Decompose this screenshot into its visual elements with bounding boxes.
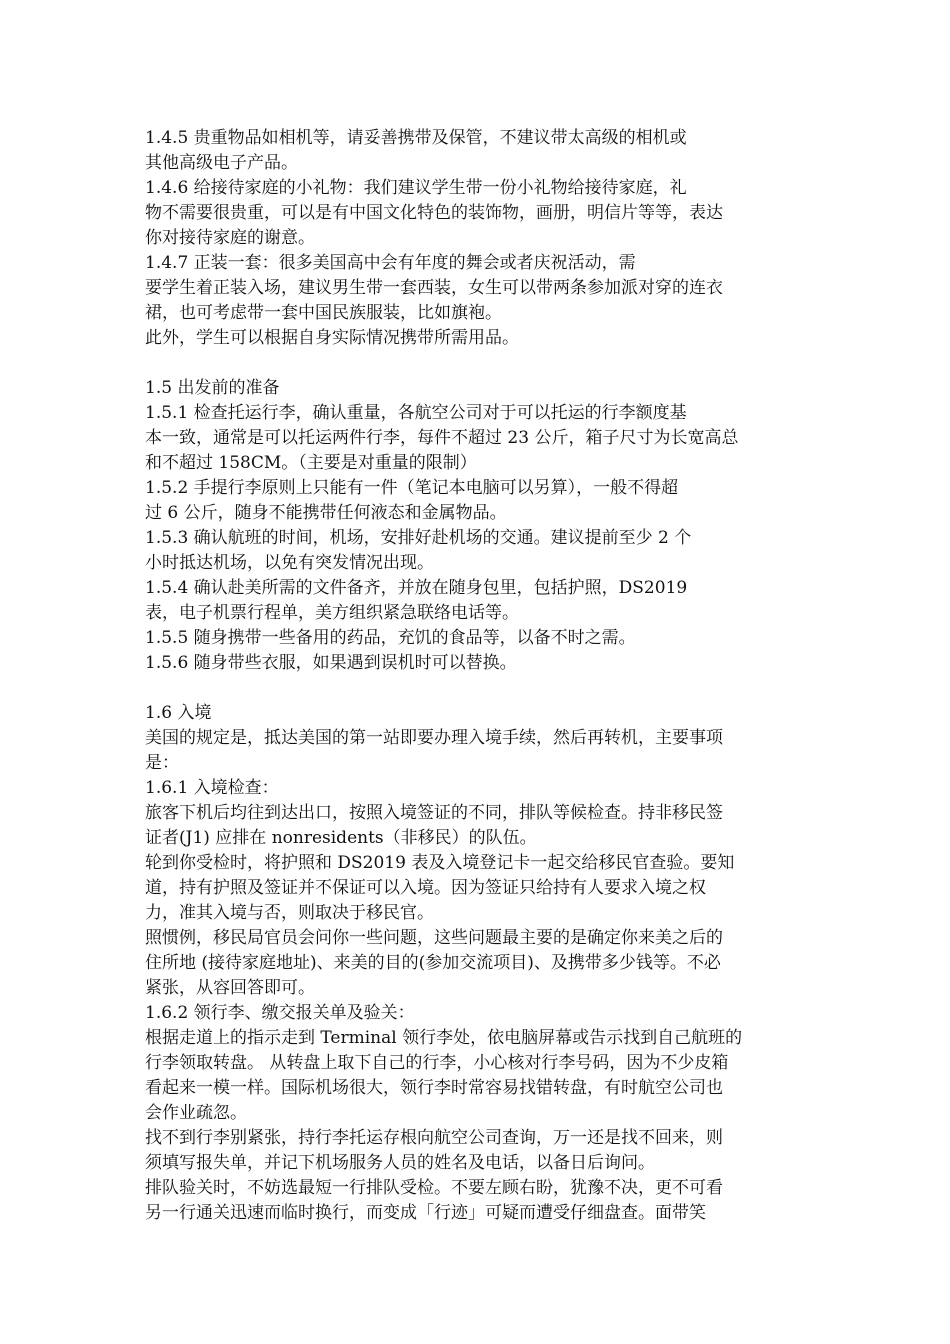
- text-line: 其他高级电子产品。: [145, 153, 298, 173]
- text-line: 1.4.5 贵重物品如相机等，请妥善携带及保管，不建议带太高级的相机或: [145, 128, 687, 148]
- blank-line: [145, 676, 805, 701]
- text-line: 会作业疏忽。: [145, 1103, 247, 1123]
- text-line: 1.5.5 随身携带一些备用的药品，充饥的食品等，以备不时之需。: [145, 628, 636, 648]
- text-line: 轮到你受检时，将护照和 DS2019 表及入境登记卡一起交给移民官查验。要知: [145, 853, 735, 873]
- text-line: 小时抵达机场，以免有突发情况出现。: [145, 553, 434, 573]
- text-line: 你对接待家庭的谢意。: [145, 228, 315, 248]
- text-line: 排队验关时，不妨选最短一行排队受检。不要左顾右盼，犹豫不决，更不可看: [145, 1178, 723, 1198]
- text-line: 1.5.2 手提行李原则上只能有一件（笔记本电脑可以另算），一般不得超: [145, 478, 679, 498]
- text-line: 照惯例，移民局官员会问你一些问题，这些问题最主要的是确定你来美之后的: [145, 928, 723, 948]
- text-line: 另一行通关迅速而临时换行，而变成「行迹」可疑而遭受仔细盘查。面带笑: [145, 1203, 706, 1223]
- text-line: 此外，学生可以根据自身实际情况携带所需用品。: [145, 328, 519, 348]
- text-line: 过 6 公斤，随身不能携带任何液态和金属物品。: [145, 503, 507, 523]
- text-line: 道，持有护照及签证并不保证可以入境。因为签证只给持有人要求入境之权: [145, 878, 706, 898]
- text-line: 1.5 出发前的准备: [145, 378, 280, 398]
- text-line: 根据走道上的指示走到 Terminal 领行李处，依电脑屏幕或告示找到自己航班的: [145, 1028, 743, 1048]
- text-line: 1.4.7 正装一套：很多美国高中会有年度的舞会或者庆祝活动，需: [145, 253, 636, 273]
- text-line: 表，电子机票行程单，美方组织紧急联络电话等。: [145, 603, 519, 623]
- text-line: 物不需要很贵重，可以是有中国文化特色的装饰物，画册，明信片等等，表达: [145, 203, 723, 223]
- text-line: 行李领取转盘。 从转盘上取下自己的行李，小心核对行李号码，因为不少皮箱: [145, 1053, 729, 1073]
- text-line: 1.6 入境: [145, 703, 212, 723]
- text-line: 本一致，通常是可以托运两件行李，每件不超过 23 公斤，箱子尺寸为长宽高总: [145, 428, 739, 448]
- text-line: 1.5.3 确认航班的时间，机场，安排好赴机场的交通。建议提前至少 2 个: [145, 528, 692, 548]
- text-line: 力，准其入境与否，则取决于移民官。: [145, 903, 434, 923]
- text-line: 1.6.1 入境检查：: [145, 778, 279, 798]
- text-line: 住所地 (接待家庭地址)、来美的目的(参加交流项目)、及携带多少钱等。不必: [145, 953, 721, 973]
- text-line: 和不超过 158CM。（主要是对重量的限制）: [145, 453, 477, 473]
- text-line: 要学生着正装入场，建议男生带一套西装，女生可以带两条参加派对穿的连衣: [145, 278, 723, 298]
- document-body: [145, 126, 805, 1226]
- text-line: 找不到行李别紧张，持行李托运存根向航空公司查询，万一还是找不回来，则: [145, 1128, 723, 1148]
- text-line: 看起来一模一样。国际机场很大，领行李时常容易找错转盘，有时航空公司也: [145, 1078, 723, 1098]
- text-line: 1.5.6 随身带些衣服，如果遇到误机时可以替换。: [145, 653, 517, 673]
- text-line: 1.6.2 领行李、缴交报关单及验关：: [145, 1003, 415, 1023]
- text-line: 紧张，从容回答即可。: [145, 978, 315, 998]
- text-line: 旅客下机后均往到达出口，按照入境签证的不同，排队等候检查。持非移民签: [145, 803, 723, 823]
- text-line: 须填写报失单，并记下机场服务人员的姓名及电话，以备日后询问。: [145, 1153, 655, 1173]
- text-line: 1.5.1 检查托运行李，确认重量，各航空公司对于可以托运的行李额度基: [145, 403, 687, 423]
- text-line: 是：: [145, 753, 179, 773]
- text-line: 美国的规定是，抵达美国的第一站即要办理入境手续，然后再转机，主要事项: [145, 728, 723, 748]
- text-line: 证者(J1) 应排在 nonresidents（非移民）的队伍。: [145, 828, 537, 848]
- text-line: 裙，也可考虑带一套中国民族服装，比如旗袍。: [145, 303, 502, 323]
- blank-line: [145, 351, 805, 376]
- text-line: 1.5.4 确认赴美所需的文件备齐，并放在随身包里，包括护照，DS2019: [145, 578, 688, 598]
- text-line: 1.4.6 给接待家庭的小礼物：我们建议学生带一份小礼物给接待家庭，礼: [145, 178, 687, 198]
